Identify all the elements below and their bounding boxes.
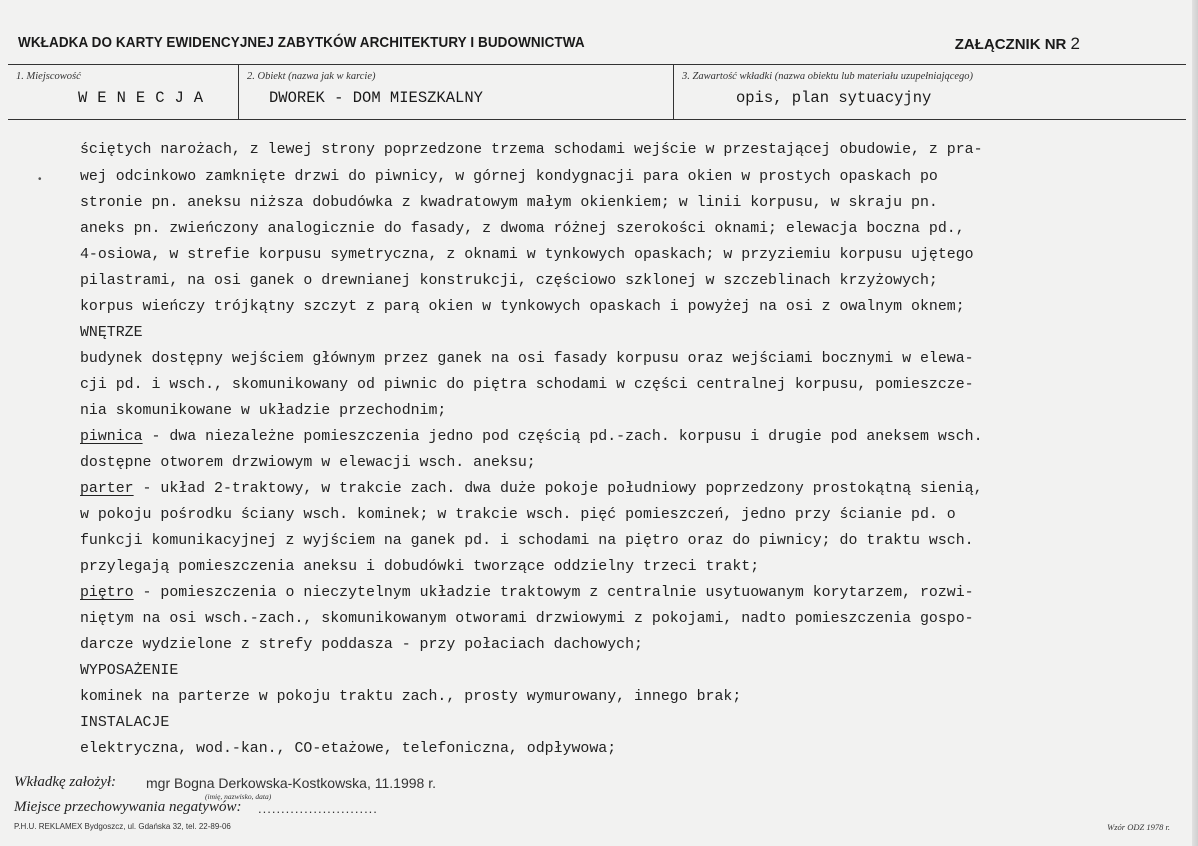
- text-line: wej odcinkowo zamknięte drzwi do piwnicy, w górnej kondygnacji para okien w prostych opaskach po: [80, 169, 938, 185]
- storage-value: ..........................: [258, 801, 378, 816]
- printer-imprint: P.H.U. REKLAMEX Bydgoszcz, ul. Gdańska 32, tel. 22-89-06: [14, 822, 231, 831]
- section-text: - dwa niezależne pomieszczenia jedno pod częścią pd.-zach. korpusu i drugie pod aneksem wsch.: [142, 429, 983, 445]
- form-code: Wzór ODZ 1978 r.: [1107, 822, 1170, 832]
- text-line: kominek na parterze w pokoju traktu zach., prosty wymurowany, innego brak;: [80, 689, 742, 705]
- field-locality-value: WENECJA: [78, 89, 214, 107]
- annex-number: 2: [1070, 34, 1080, 53]
- text-line: stronie pn. aneksu niższa dobudówka z kwadratowym małym okienkiem; w linii korpusu, w skraju pn.: [80, 195, 938, 211]
- text-line: [80, 585, 974, 601]
- field-object-value: DWOREK - DOM MIESZKALNY: [269, 89, 483, 107]
- section-term: piętro: [80, 585, 134, 601]
- storage-label: Miejsce przechowywania negatywów:: [14, 799, 242, 815]
- text-line: cji pd. i wsch., skomunikowany od piwnic do piętra schodami w części centralnej korpusu, pomieszcze-: [80, 377, 974, 393]
- section-term: parter: [80, 481, 134, 497]
- text-line: WNĘTRZE: [80, 325, 143, 341]
- text-line: WYPOSAŻENIE: [80, 663, 179, 679]
- header-fields: [8, 64, 1186, 120]
- field-object: [239, 65, 674, 119]
- founded-label: Wkładkę założył:: [14, 774, 117, 790]
- text-line: budynek dostępny wejściem głównym przez ganek na osi fasady korpusu oraz wejściami bocznymi w elewa-: [80, 351, 974, 367]
- section-text: - pomieszczenia o nieczytelnym układzie traktowym z centralnie usytuowanym korytarzem, rozwi-: [133, 585, 974, 601]
- text-line: przylegają pomieszczenia aneksu i dobudówki tworzące oddzielny trzeci trakt;: [80, 559, 760, 575]
- text-line: nia skomunikowane w układzie przechodnim;: [80, 403, 447, 419]
- text-line: niętym na osi wsch.-zach., skomunikowanym otworami drzwiowymi z pokojami, nadto pomieszczenia gospo-: [80, 611, 974, 627]
- text-line: ściętych narożach, z lewej strony poprzedzone trzema schodami wejście w przestającej obudowie, z pra-: [80, 142, 983, 158]
- text-line: 4-osiowa, w strefie korpusu symetryczna, z oknami w tynkowych opaskach; w przyziemiu korpusu ujętego: [80, 247, 974, 263]
- field-locality-label: 1. Miejscowość: [16, 71, 81, 82]
- text-line: [80, 481, 983, 497]
- text-line: funkcji komunikacyjnej z wyjściem na ganek pd. i schodami na piętro oraz do piwnicy; do traktu wsch.: [80, 533, 974, 549]
- founded-hint: (imię, nazwisko, data): [205, 792, 272, 801]
- stray-mark: •: [38, 174, 42, 185]
- text-line: pilastrami, na osi ganek o drewnianej konstrukcji, częściowo szklonej w szczeblinach krzyżowych;: [80, 273, 938, 289]
- field-contents: [674, 65, 1186, 119]
- description-text: [0, 120, 1198, 760]
- text-line: korpus wieńczy trójkątny szczyt z parą okien w tynkowych opaskach i powyżej na osi z owalnym oknem;: [80, 299, 965, 315]
- form-title: WKŁADKA DO KARTY EWIDENCYJNEJ ZABYTKÓW ARCHITEKTURY I BUDOWNICTWA: [18, 35, 585, 51]
- text-line: INSTALACJE: [80, 715, 170, 731]
- annex-label-text: ZAŁĄCZNIK NR: [954, 36, 1067, 53]
- field-object-label: 2. Obiekt (nazwa jak w karcie): [247, 71, 376, 82]
- text-line: dostępne otworem drzwiowym w elewacji wsch. aneksu;: [80, 455, 536, 471]
- section-text: - układ 2-traktowy, w trakcie zach. dwa duże pokoje południowy poprzedzony prostokątną sienią,: [133, 481, 983, 497]
- field-contents-value: opis, plan sytuacyjny: [736, 89, 932, 107]
- text-line: elektryczna, wod.-kan., CO-etażowe, telefoniczna, odpływowa;: [80, 741, 617, 757]
- field-locality: [8, 65, 239, 119]
- text-line: darcze wydzielone z strefy poddasza - przy połaciach dachowych;: [80, 637, 643, 653]
- text-line: w pokoju pośrodku ściany wsch. kominek; w trakcie wsch. pięć pomieszczeń, jedno przy ścianie pd. o: [80, 507, 956, 523]
- text-line: [80, 429, 983, 445]
- section-term: piwnica: [80, 429, 143, 445]
- text-line: aneks pn. zwieńczony analogicznie do fasady, z dwoma różnej szerokości oknami; elewacja boczna pd.,: [80, 221, 965, 237]
- founded-value: mgr Bogna Derkowska-Kostkowska, 11.1998 r.: [146, 775, 436, 791]
- annex-label: [955, 34, 1080, 54]
- field-contents-label: 3. Zawartość wkładki (nazwa obiektu lub materiału uzupełniającego): [682, 71, 974, 82]
